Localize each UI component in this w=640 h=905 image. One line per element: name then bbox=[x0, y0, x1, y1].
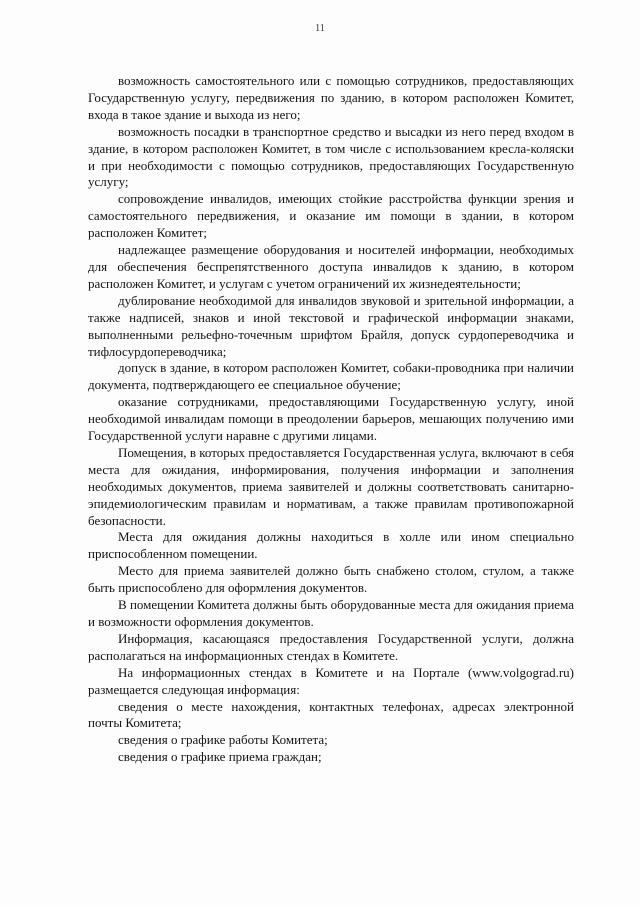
paragraph: На информационных стендах в Комитете и на Портале (www.volgograd.ru) размещается следующая информация: bbox=[88, 664, 574, 697]
paragraph: сведения о графике работы Комитета; bbox=[118, 732, 328, 748]
paragraph: возможность посадки в транспортное средство и высадки из него перед входом в здание, в котором расположен Комитет, в том числе с использованием кресла-коляски и при необходимости с помощью сотрудников, предоставляющих Государственную услугу; bbox=[88, 123, 574, 190]
body-text bbox=[88, 73, 574, 766]
page-number: 11 bbox=[315, 23, 325, 34]
paragraph: сведения о графике приема граждан; bbox=[118, 749, 322, 765]
paragraph: допуск в здание, в котором расположен Комитет, собаки-проводника при наличии документа, подтверждающего ее специальное обучение; bbox=[88, 360, 574, 393]
paragraph: оказание сотрудниками, предоставляющими Государственную услугу, иной необходимой инвалидам помощи в преодолении барьеров, мешающих получению ими Государственной услуги наравне с другими лицами. bbox=[88, 394, 574, 444]
paragraph: В помещении Комитета должны быть оборудованные места для ожидания приема и возможности оформления документов. bbox=[88, 597, 574, 629]
paragraph: сведения о месте нахождения, контактных телефонах, адресах электронной почты Комитета; bbox=[88, 698, 574, 731]
paragraph: возможность самостоятельного или с помощью сотрудников, предоставляющих Государственную услугу, передвижения по зданию, в котором расположен Комитет, входа в такое здание и выхода из него; bbox=[88, 73, 574, 122]
paragraph: Информация, касающаяся предоставления Государственной услуги, должна располагаться на информационных стендах в Комитете. bbox=[88, 630, 574, 663]
paragraph: сопровождение инвалидов, имеющих стойкие расстройства функции зрения и самостоятельного передвижения, и оказание им помощи в здании, в котором расположен Комитет; bbox=[88, 191, 574, 241]
paragraph: Помещения, в которых предоставляется Государственная услуга, включают в себя места для ожидания, информирования, получения информации и заполнения необходимых документов, приема заявителей и должны соответствовать санитарно-эпидемиологическим правилам и нормативам, а также правилам противопожарной безопасности. bbox=[88, 444, 574, 528]
paragraph: Место для приема заявителей должно быть снабжено столом, стулом, а также быть приспособлено для оформления документов. bbox=[88, 563, 574, 596]
paragraph: надлежащее размещение оборудования и носителей информации, необходимых для обеспечения беспрепятственного доступа инвалидов к зданию, в котором расположен Комитет, и услугам с учетом ограничений их жизнедеятельности; bbox=[88, 242, 574, 291]
paragraph: Места для ожидания должны находиться в холле или ином специально приспособленном помещении. bbox=[88, 529, 574, 562]
paragraph: дублирование необходимой для инвалидов звуковой и зрительной информации, а также надписей, знаков и иной текстовой и графической информации знаками, выполненными рельефно-точечным шрифтом Брайля, допуск сурдопереводчика и тифлосурдопереводчика; bbox=[88, 292, 574, 359]
